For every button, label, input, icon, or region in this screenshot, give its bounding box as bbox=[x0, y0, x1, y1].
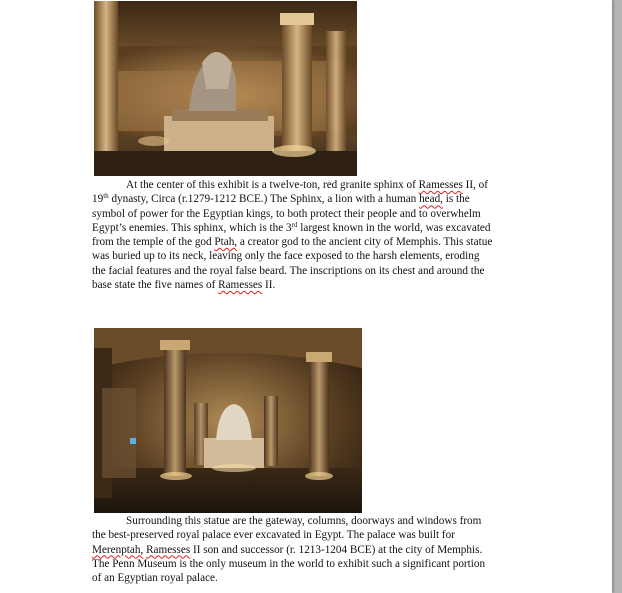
palace-gallery-photo bbox=[94, 328, 362, 513]
sphinx-description-paragraph: At the center of this exhibit is a twelve-ton, red granite sphinx of Ramesses II, of 19th dynasty, Circa (r.1279-1212 BCE.) The Sphinx, a lion with a human head, is the symbol of power for the Egyptian kings, to both protect their people and to overwhelm Egypt’s enemies. This sphinx, which is the 3rd largest known in the world, was excavated from the temple of the god Ptah, a creator god to the ancient city of Memphis. This statue was buried up to its neck, leaving only the face exposed to the harsh elements, eroding the facial features and the royal false beard. The inscriptions on its chest and around the base state the five names of Ramesses II. bbox=[92, 179, 493, 292]
palace-description-paragraph: Surrounding this statue are the gateway, columns, doorways and windows from the best-preserved royal palace ever excavated in Egypt. The palace was built for Merenptah, Ramesses II son and successor (r. 1213-1204 BCE) at the city of Memphis. The Penn Museum is the only museum in the world to exhibit such a significant portion of an Egyptian royal palace. bbox=[92, 515, 486, 585]
sphinx-photo bbox=[94, 1, 357, 176]
